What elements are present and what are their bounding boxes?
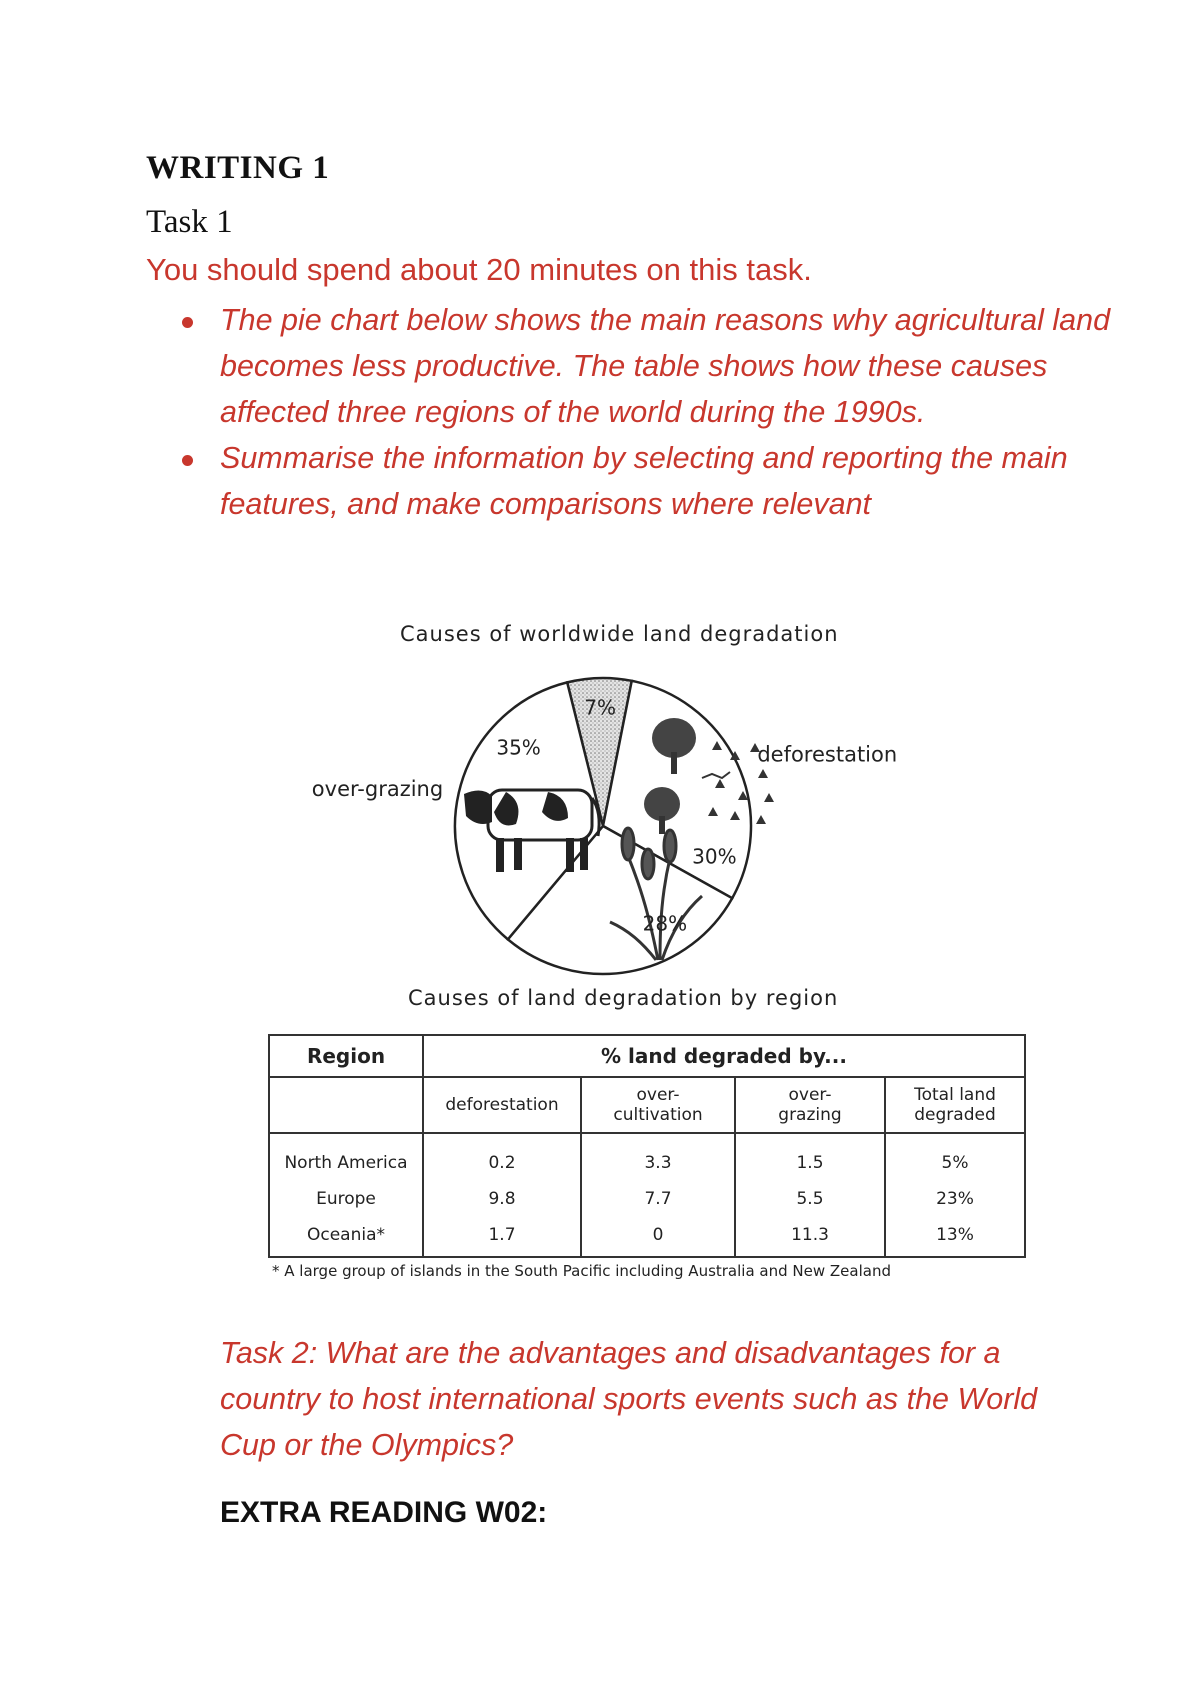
header-col: Total land degraded [885, 1077, 1025, 1133]
bullet-item: The pie chart below shows the main reasons why agricultural land becomes less productive. The table shows how these causes affected three regions of the world during the 1990s. [220, 297, 1120, 435]
row-region: Oceania* [269, 1217, 423, 1257]
table-cell: 1.5 [735, 1133, 885, 1181]
header-region: Region [269, 1035, 423, 1077]
table-row [269, 1217, 1025, 1257]
table-row [269, 1181, 1025, 1217]
degradation-table [268, 1034, 1026, 1258]
table-cell: 9.8 [423, 1181, 581, 1217]
pie-value-label: 28% [642, 911, 688, 936]
table-cell: 23% [885, 1181, 1025, 1217]
task-instruction: You should spend about 20 minutes on this task. [146, 252, 812, 287]
pie-chart-title: Causes of worldwide land degradation [400, 622, 839, 646]
row-region: Europe [269, 1181, 423, 1217]
table-cell: 1.7 [423, 1217, 581, 1257]
header-group: % land degraded by... [423, 1035, 1025, 1077]
pie-value-label: 35% [496, 735, 541, 760]
pie-value-label: 7% [584, 695, 616, 720]
table-row [269, 1133, 1025, 1181]
bullet-item: Summarise the information by selecting and reporting the main features, and make comparisons where relevant [220, 435, 1120, 527]
table-cell: 0.2 [423, 1133, 581, 1181]
table-cell: 5% [885, 1133, 1025, 1181]
table-cell: 0 [581, 1217, 735, 1257]
table-cell: 11.3 [735, 1217, 885, 1257]
pie-category-label: over-grazing [311, 777, 444, 802]
table-cell: 3.3 [581, 1133, 735, 1181]
pie-chart [310, 660, 950, 980]
pie-category-label: deforestation [757, 742, 898, 767]
table-cell: 5.5 [735, 1181, 885, 1217]
extra-reading-heading: EXTRA READING W02: [220, 1496, 548, 1529]
page-heading: WRITING 1 [146, 150, 330, 186]
table-cell: 7.7 [581, 1181, 735, 1217]
table-cell: 13% [885, 1217, 1025, 1257]
table-footnote: * A large group of islands in the South Pacific including Australia and New Zealand [272, 1262, 891, 1280]
header-empty [269, 1077, 423, 1133]
row-region: North America [269, 1133, 423, 1181]
task-label: Task 1 [146, 204, 233, 240]
header-col: over- grazing [735, 1077, 885, 1133]
header-col: deforestation [423, 1077, 581, 1133]
table-title: Causes of land degradation by region [408, 986, 839, 1010]
task2-prompt: Task 2: What are the advantages and disadvantages for a country to host international sports events such as the World Cup or the Olympics? [220, 1336, 1038, 1462]
pie-value-label: 30% [692, 844, 737, 869]
header-col: over- cultivation [581, 1077, 735, 1133]
task-bullets [182, 297, 1120, 527]
